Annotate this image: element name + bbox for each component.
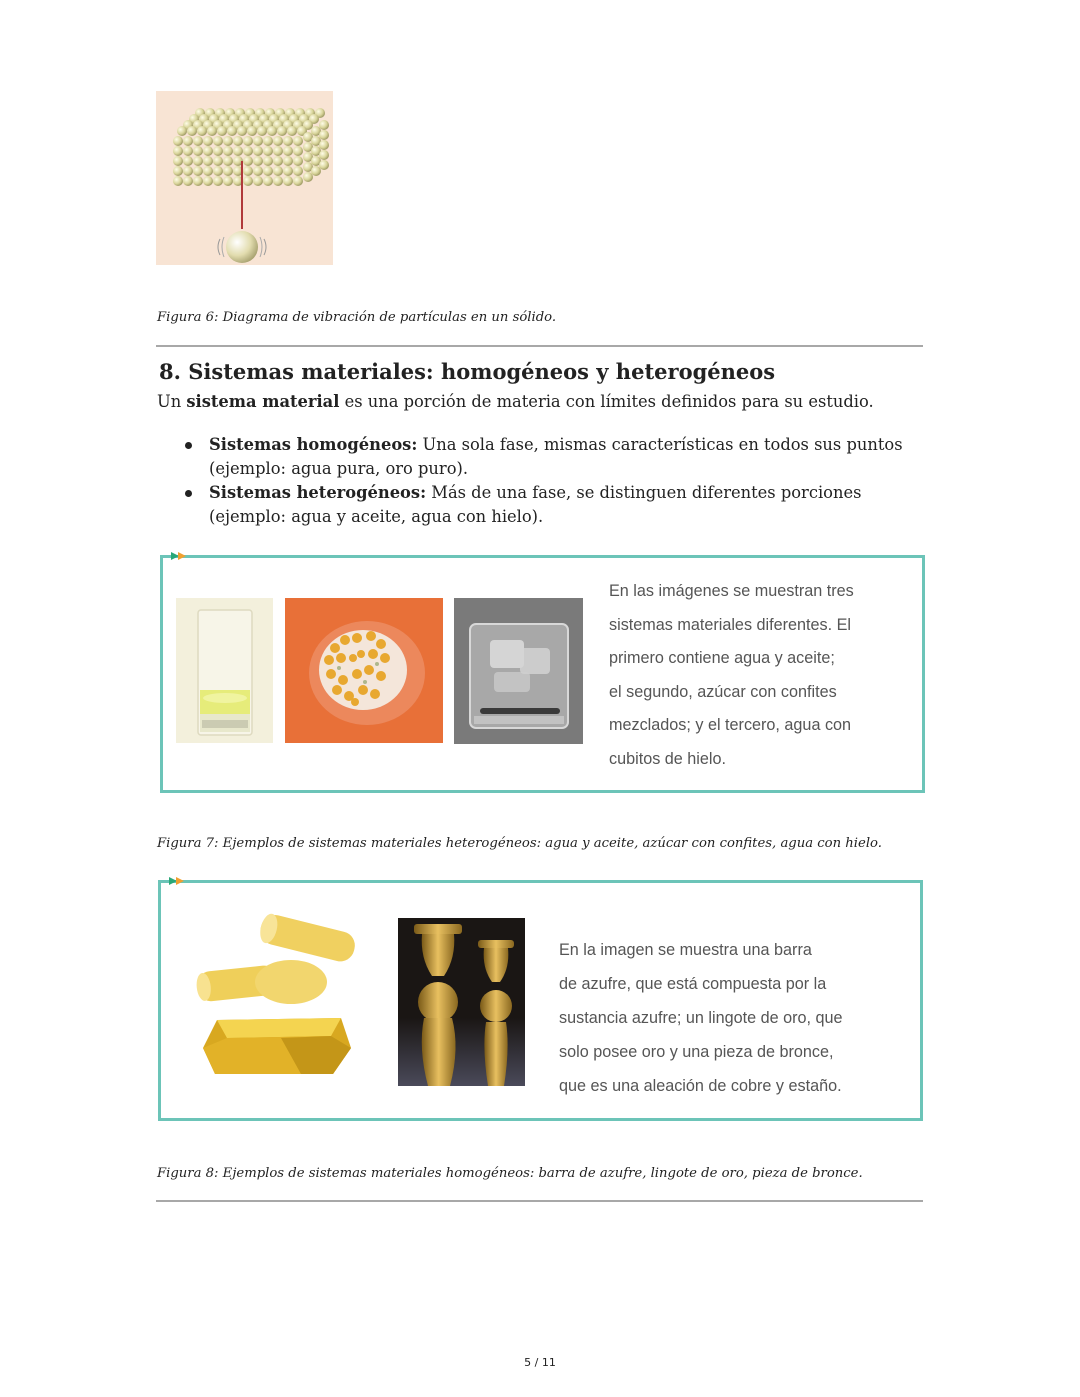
list-item-text: Más de una fase, se distinguen diferentes porciones [426,483,862,502]
panel-text-line: mezclados; y el tercero, agua con [609,716,852,734]
figure-8-panel-text [559,933,842,1103]
sugar-confites-image [285,598,443,743]
figure-8-caption: Figura 8: Ejemplos de sistemas materiales homogéneos: barra de azufre, lingote de oro, pieza de bronce. [157,1166,863,1181]
intro-text: es una porción de materia con límites definidos para su estudio. [339,392,874,411]
divider [156,1200,923,1202]
panel-text-line: En la imagen se muestra una barra [559,941,812,959]
sulfur-gold-image [181,898,361,1093]
figure-8-panel [158,880,923,1121]
list-item-text: (ejemplo: agua y aceite, agua con hielo). [209,507,544,526]
page-number: 5 / 11 [524,1356,556,1369]
figure-7-panel-text [609,575,854,776]
figure-7-caption: Figura 7: Ejemplos de sistemas materiales heterogéneos: agua y aceite, azúcar con confites, agua con hielo. [157,836,882,851]
panel-text-line: cubitos de hielo. [609,749,726,768]
particle-lattice-icon [156,91,333,265]
intro-text: Un [157,392,187,411]
arrow-marker-icon [167,876,191,886]
panel-text-line: sustancia azufre; un lingote de oro, que [559,1009,843,1027]
figure-6-image [156,91,333,265]
oil-water-glass-image [176,598,273,743]
systems-list [185,433,925,529]
panel-text-line: de azufre, que está compuesta por la [559,975,827,993]
list-item-term: Sistemas heterogéneos: [209,483,427,502]
list-item-term: Sistemas homogéneos: [209,435,418,454]
bullet-icon [185,490,192,497]
figure-6-caption: Figura 6: Diagrama de vibración de partículas en un sólido. [157,310,557,325]
panel-text-line: solo posee oro y una pieza de bronce, [559,1043,834,1061]
bronze-piece-image [398,918,525,1086]
bullet-icon [185,442,192,449]
arrow-marker-icon [169,551,193,561]
figure-7-panel [160,555,925,793]
list-item-text: (ejemplo: agua pura, oro puro). [209,459,469,478]
section-heading: 8. Sistemas materiales: homogéneos y heterogéneos [159,359,776,384]
panel-text-line: que es una aleación de cobre y estaño. [559,1077,842,1095]
ice-water-glass-image [454,598,583,744]
list-item-heterogeneous [185,481,925,529]
intro-paragraph [157,392,874,411]
panel-text-line: primero contiene agua y aceite; [609,649,835,667]
list-item-text: Una sola fase, mismas características en todos sus puntos [417,435,903,454]
list-item-homogeneous [185,433,925,481]
intro-bold-term: sistema material [186,392,340,411]
panel-text-line: sistemas materiales diferentes. El [609,615,852,634]
panel-text-line: En las imágenes se muestran tres [609,582,854,600]
panel-text-line: el segundo, azúcar con confites [609,682,837,701]
divider [156,345,923,347]
